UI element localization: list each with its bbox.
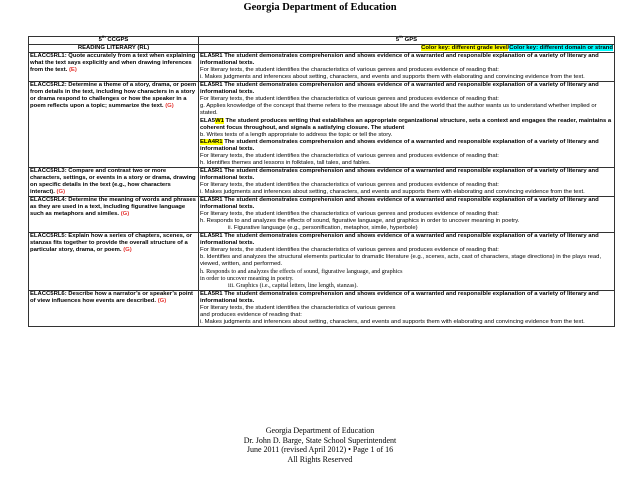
strand-label: READING LITERARY (RL) (29, 45, 199, 53)
gps-line: ELA5R1 The student demonstrates comprehension and shows evidence of a warranted and responsible explanation of a variety of literary and informational texts. (200, 290, 599, 304)
table-row (29, 82, 615, 168)
ccgps-standard-text: ELACC5RL3: Compare and contrast two or more characters, settings, or events in a story or drama, drawing on specific details in the text (e.g., how characters interact). (30, 167, 196, 195)
highlight-yellow: ELA4R1 (200, 138, 223, 145)
ccgps-standard-cell (29, 53, 199, 82)
ccgps-standard-cell (29, 167, 199, 196)
gps-line: g. Applies knowledge of the concept that theme refers to the message about life and the world that the author wants us to understand whether implied or stated. (200, 103, 597, 117)
page-title: Georgia Department of Education (243, 2, 397, 13)
gps-line: i. Makes judgments and inferences about setting, characters, and events and supports them with elaborating and convincing evidence from the text. (200, 74, 585, 81)
table-row (29, 53, 615, 82)
gps-line: and produces evidence of reading that: (200, 311, 302, 318)
strand-header-row (29, 45, 615, 53)
ccgps-standard-text: ELACC5RL1: Quote accurately from a text when explaining what the text says explicitly and when drawing inferences from the text. (30, 53, 196, 74)
color-key (199, 45, 615, 53)
ccgps-standard-text: ELACC5RL5: Explain how a series of chapters, scenes, or stanzas fits together to provide the overall structure of a particular story, drama, or poem. (30, 233, 193, 254)
gps-line: ELA5W1 The student produces writing that establishes an appropriate organizational structure, sets a context and engages the reader, maintains a coherent focus throughout, and signals a satisfying closure. The student (200, 117, 612, 131)
ccgps-standard-cell (29, 197, 199, 233)
gps-standard-cell (199, 197, 615, 233)
footer-org: Georgia Department of Education (265, 426, 375, 435)
ccgps-grade-header: 5th CCGPS (29, 37, 199, 45)
gps-standard-cell (199, 167, 615, 196)
footer-superintendent: Dr. John D. Barge, State School Superintendent (243, 435, 397, 445)
ccgps-standard-cell (29, 233, 199, 290)
gps-line: i. Makes judgments and inferences about setting, characters, and events and supports them with elaborating and convincing evidence from the text. (200, 188, 585, 195)
ccgps-standard-text: ELACC5RL2: Determine a theme of a story, drama, or poem from details in the text, including how characters in a story or drama respond to challenges or how the speaker in a poem reflects upon a topic; summarize the text. (30, 82, 197, 110)
standards-table (28, 36, 615, 327)
gps-line: b. Identifies and analyzes the structural elements particular to dramatic literature (e.g., scenes, acts, cast of characters, stage directions) in the plays read, viewed, written, and performed. (200, 254, 602, 268)
gps-line: h. Responds to and analyzes the effects of sound, figurative language, and graphics (200, 268, 403, 275)
alignment-tag: (G) (56, 188, 66, 195)
gps-line: For literary texts, the student identifies the characteristics of various genres and produces evidence of reading that: (200, 96, 499, 103)
gps-line: ELA5R1 The student demonstrates comprehension and shows evidence of a warranted and responsible explanation of a variety of literary and informational texts. (200, 53, 599, 67)
gps-line: ELA5R1 The student demonstrates comprehension and shows evidence of a warranted and responsible explanation of a variety of literary and informational texts. (200, 167, 599, 181)
gps-line: For literary texts, the student identifies the characteristics of various genres and produces evidence of reading that: (200, 247, 499, 254)
gps-line: For literary texts, the student identifies the characteristics of various genres and produces evidence of reading that: (200, 211, 499, 218)
alignment-tag: (G) (165, 103, 174, 110)
gps-line: For literary texts, the student identifies the characteristics of various genres and produces evidence of reading that: (200, 67, 499, 74)
gps-line: iii. Graphics (i.e., capital letters, line length, stanzas). (228, 282, 358, 289)
gps-standard-cell (199, 82, 615, 168)
gps-line: ELA5R1 The student demonstrates comprehension and shows evidence of a warranted and responsible explanation of a variety of literary and informational texts. (200, 233, 599, 247)
alignment-tag: (E) (68, 67, 77, 74)
gps-line: ii. Figurative language (e.g., personification, metaphor, simile, hyperbole) (228, 225, 418, 232)
gps-standard-cell (199, 233, 615, 290)
table-row (29, 233, 615, 290)
gps-line: in order to uncover meaning in poetry. (200, 275, 294, 282)
table-row (29, 167, 615, 196)
gps-line: For literary texts, the student identifies the characteristics of various genres (200, 304, 396, 311)
grade-header-row (29, 37, 615, 45)
footer-date-page: June 2011 (revised April 2012) • Page 1 of 16 (246, 445, 394, 455)
gps-line: ELA4R1 The student demonstrates comprehension and shows evidence of a warranted and responsible explanation of a variety of literary and informational texts. (200, 138, 599, 152)
gps-line: For literary texts, the student identifies the characteristics of various genres and produces evidence of reading that: (200, 152, 499, 159)
ccgps-standard-cell (29, 82, 199, 168)
color-key-yellow: Color key: different grade level (421, 45, 508, 52)
alignment-tag: (G) (120, 211, 130, 218)
highlight-yellow: W1 (215, 117, 224, 124)
alignment-tag: (G) (157, 297, 167, 304)
table-row (29, 197, 615, 233)
gps-line: For literary texts, the student identifies the characteristics of various genres and produces evidence of reading that: (200, 181, 499, 188)
table-row (29, 290, 615, 326)
color-key-cyan: Color key: different domain or strand (509, 45, 613, 52)
gps-line: h. Responds to and analyzes the effects of sound, figurative language, and graphics in order to uncover meaning in poetry. (200, 218, 520, 225)
gps-line: b. Writes texts of a length appropriate to address the topic or tell the story. (200, 131, 393, 138)
gps-standard-cell (199, 290, 615, 326)
ccgps-standard-text: ELACC5RL4: Determine the meaning of words and phrases as they are used in a text, including figurative language such as metaphors and similes. (30, 197, 196, 218)
gps-line: ELA5R1 The student demonstrates comprehension and shows evidence of a warranted and responsible explanation of a variety of literary and informational texts. (200, 82, 599, 96)
gps-line: h. Identifies themes and lessons in folktales, tall tales, and fables. (200, 159, 371, 166)
ccgps-standard-text: ELACC5RL6: Describe how a narrator’s or speaker’s point of view influences how events are described. (30, 290, 194, 304)
page-footer (0, 426, 640, 464)
alignment-tag: (G) (123, 247, 132, 254)
ccgps-standard-cell (29, 290, 199, 326)
gps-line: i. Makes judgments and inferences about setting, characters, and events and supports them with elaborating and convincing evidence from the text. (200, 318, 585, 325)
footer-rights: All Rights Reserved (287, 454, 353, 464)
gps-grade-header: 5th GPS (199, 37, 615, 45)
gps-line: ELA5R1 The student demonstrates comprehension and shows evidence of a warranted and responsible explanation of a variety of literary and informational texts. (200, 197, 599, 211)
gps-standard-cell (199, 53, 615, 82)
